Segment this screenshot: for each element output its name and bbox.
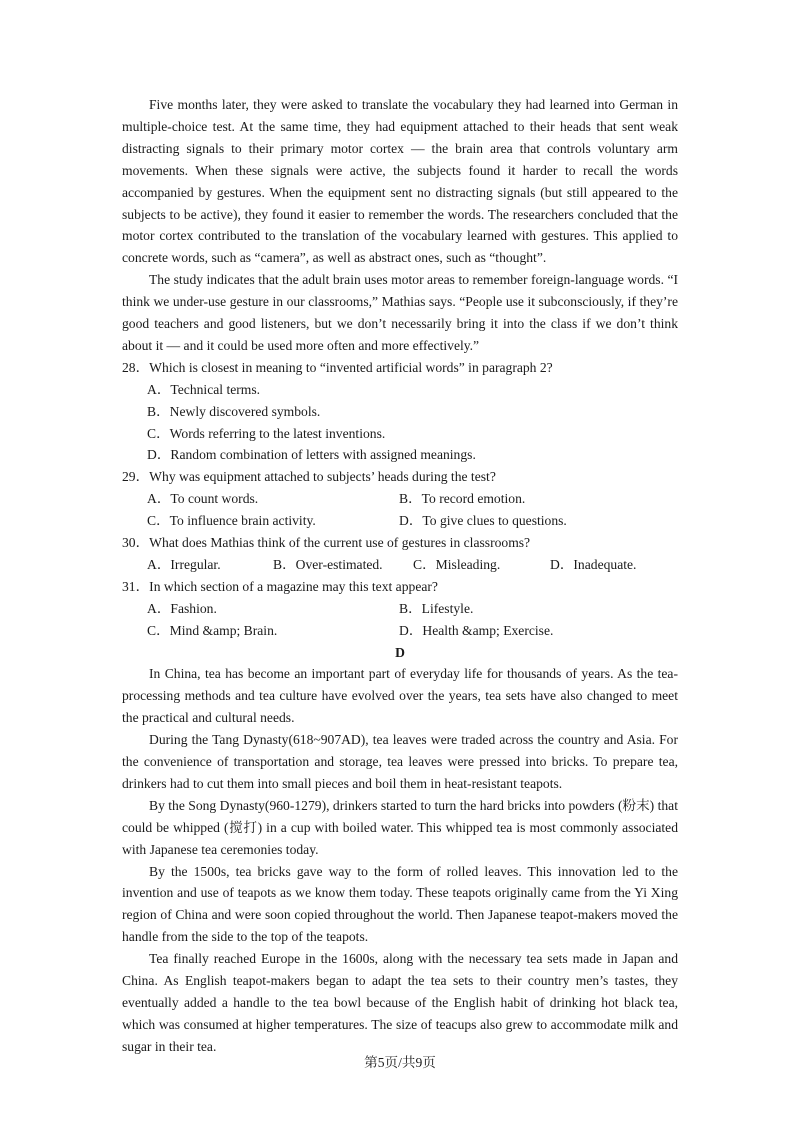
question-28-option-b[interactable]: B．Newly discovered symbols. xyxy=(147,403,321,419)
passage-d-paragraph: By the Song Dynasty(960-1279), drinkers started to turn the hard bricks into powders (粉末) that could be whipped (搅打) in a cup with boiled water. This whipped tea is most commonly associated with Japanese tea ceremonies today. xyxy=(122,797,678,857)
passage-d-paragraph: During the Tang Dynasty(618~907AD), tea leaves were traded across the country and Asia. For the convenience of transportation and storage, tea leaves were pressed into bricks. To prepare tea, drinkers had to cut them into small pieces and boil them in heat-resistant teapots. xyxy=(122,732,678,791)
question-28-stem: 28．Which is closest in meaning to “invented artificial words” in paragraph 2? xyxy=(122,359,553,375)
question-31-option-a[interactable]: A．Fashion. xyxy=(147,600,217,616)
question-29-stem: 29．Why was equipment attached to subjects’ heads during the test? xyxy=(122,469,496,485)
question-30-option-b[interactable]: B．Over-estimated. xyxy=(273,556,383,572)
question-31-stem: 31．In which section of a magazine may this text appear? xyxy=(122,578,438,594)
question-28-options xyxy=(122,379,678,467)
passage-d-paragraph: Tea finally reached Europe in the 1600s, along with the necessary tea sets made in Japan and China. As English teapot-makers began to adapt the tea sets to their country men’s tastes, they eventually added a handle to the tea bowl because of the English habit of drinking hot black tea, which was consumed at higher temperatures. The size of teacups also grew to accommodate milk and sugar in their tea. xyxy=(122,951,678,1054)
question-31-option-b[interactable]: B．Lifestyle. xyxy=(399,600,474,616)
question-30-options xyxy=(122,554,678,576)
question-29-option-b[interactable]: B．To record emotion. xyxy=(399,491,526,507)
page-number-footer: 第5页/共9页 xyxy=(364,1055,436,1070)
question-28-option-d[interactable]: D．Random combination of letters with assigned meanings. xyxy=(147,447,476,463)
exam-page xyxy=(122,94,678,1058)
passage-d-paragraph: By the 1500s, tea bricks gave way to the form of rolled leaves. This innovation led to the invention and use of teapots as we know them today. These teapots originally came from the Yi Xing region of China and were soon copied throughout the world. Then Japanese teapot-makers moved the handle from the side to the top of the teapots. xyxy=(122,863,678,945)
question-29-option-a[interactable]: A．To count words. xyxy=(147,491,259,507)
question-30-option-a[interactable]: A．Irregular. xyxy=(147,556,221,572)
passage-d-paragraph: In China, tea has become an important part of everyday life for thousands of years. As the tea-processing methods and tea culture have evolved over the years, tea sets have also changed to meet the practical and cultural needs. xyxy=(122,666,678,726)
question-30-stem: 30．What does Mathias think of the current use of gestures in classrooms? xyxy=(122,535,531,551)
question-29-option-c[interactable]: C．To influence brain activity. xyxy=(147,513,316,529)
question-31-option-d[interactable]: D．Health &amp; Exercise. xyxy=(399,622,554,638)
question-29-options xyxy=(122,488,678,532)
passage-d-title: D xyxy=(395,644,405,660)
question-31-option-c[interactable]: C．Mind &amp; Brain. xyxy=(147,622,278,638)
passage-c-paragraph: The study indicates that the adult brain uses motor areas to remember foreign-language words. “I think we under-use gesture in our classrooms,” Mathias says. “People use it subconsciously, if they’re good teachers and good listeners, but we don’t necessarily bring it into the class if we don’t think about it — and it could be used more often and more effectively.” xyxy=(122,272,678,353)
question-29-option-d[interactable]: D．To give clues to questions. xyxy=(399,513,567,529)
question-28-option-c[interactable]: C．Words referring to the latest inventions. xyxy=(147,425,386,441)
question-30-option-c[interactable]: C．Misleading. xyxy=(413,556,501,572)
question-31-options xyxy=(122,598,678,642)
question-30-option-d[interactable]: D．Inadequate. xyxy=(550,556,637,572)
question-28-option-a[interactable]: A．Technical terms. xyxy=(147,381,261,397)
passage-c-paragraph: Five months later, they were asked to translate the vocabulary they had learned into German in multiple-choice test. At the same time, they had equipment attached to their heads that sent weak distracting signals to their primary motor cortex — the brain area that controls voluntary arm movements. When these signals were active, the subjects found it harder to recall the words accompanied by gestures. When the equipment sent no distracting signals (but still appeared to the subjects to be active), they found it easier to remember the words. The researchers concluded that the motor cortex contributed to the translation of the vocabulary learned with gestures. This applied to concrete words, such as “camera”, as well as abstract ones, such as “thought”. xyxy=(122,97,678,266)
